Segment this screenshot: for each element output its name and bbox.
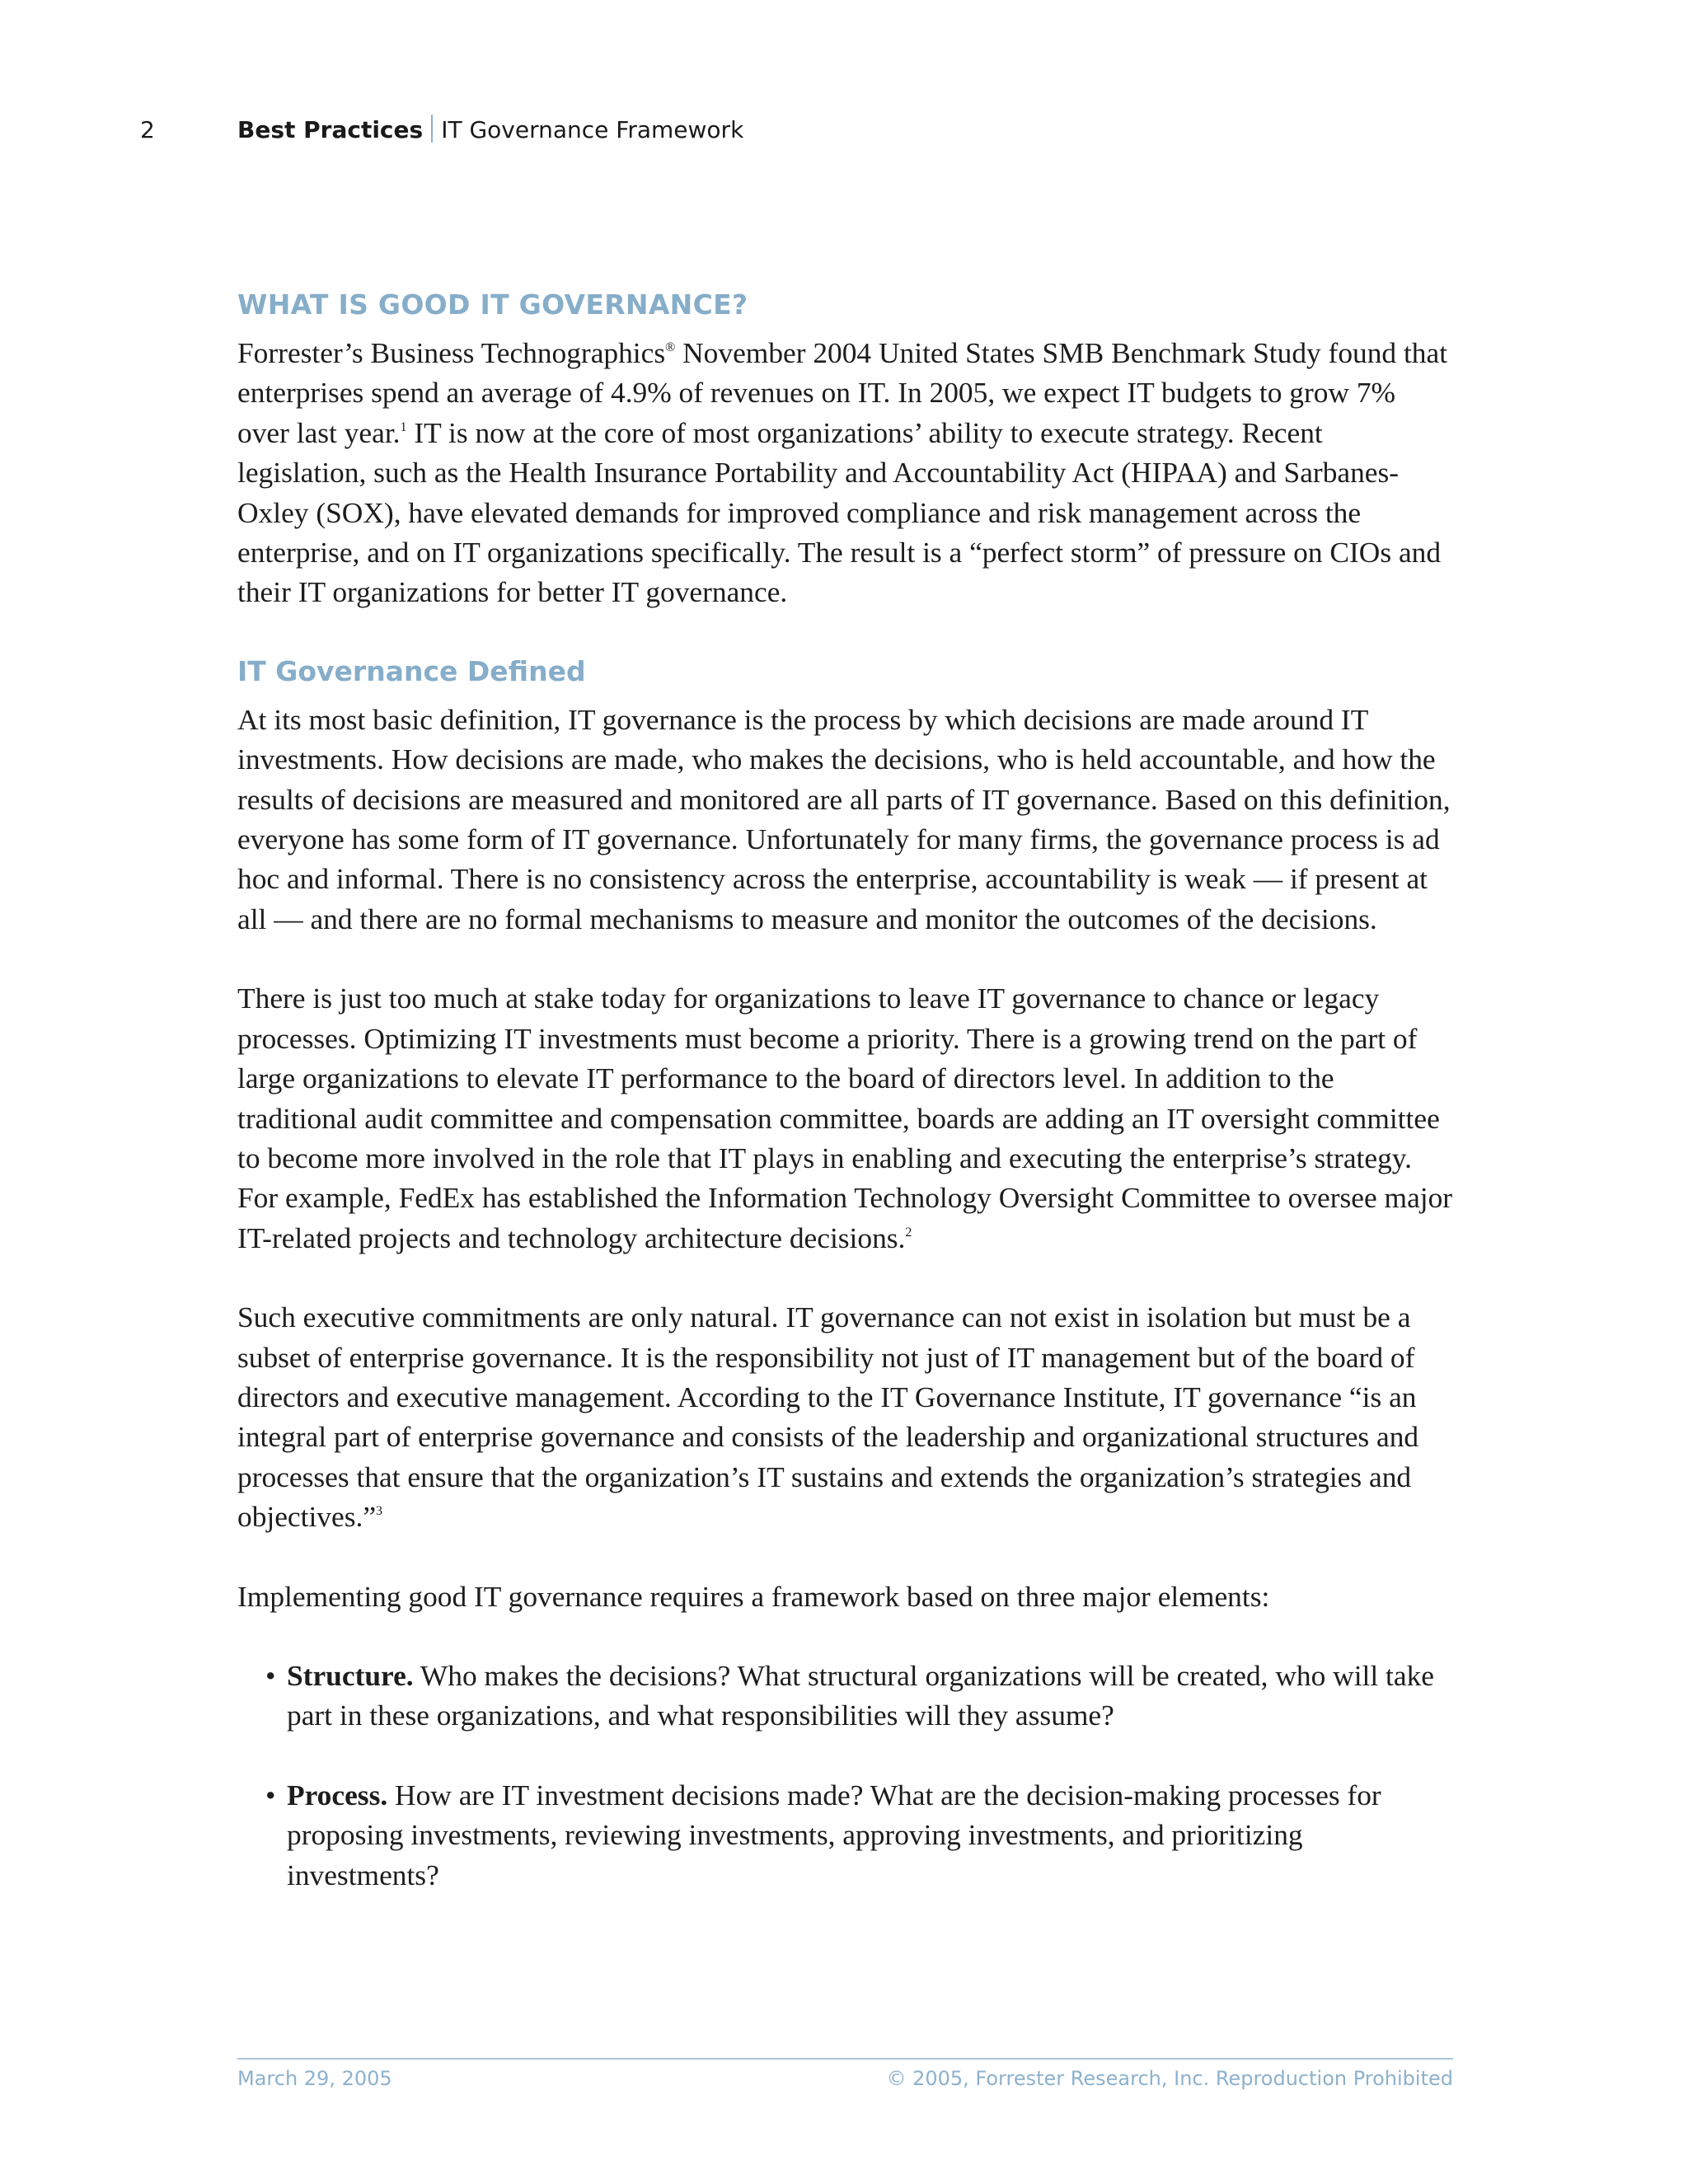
running-header bbox=[0, 114, 1688, 147]
oversight-paragraph bbox=[237, 978, 1453, 1258]
footnote-ref-3[interactable]: 3 bbox=[376, 1504, 383, 1519]
intro-text-part1: Forrester’s Business Technographics bbox=[237, 336, 666, 369]
subsection-heading: IT Governance Defined bbox=[237, 654, 586, 687]
footnote-ref-1[interactable]: 1 bbox=[400, 419, 407, 434]
intro-paragraph bbox=[237, 333, 1453, 612]
list-item-process bbox=[237, 1775, 1453, 1895]
framework-intro-paragraph: Implementing good IT governance requires a framework based on three major elements: bbox=[237, 1579, 1270, 1613]
list-item-text: Who makes the decisions? What structural organizations will be created, who will take part in these organizations, and what responsibilities will they assume? bbox=[287, 1658, 1434, 1732]
intro-text-part3: IT is now at the core of most organizations’ ability to execute strategy. Recent legislation, such as the Health Insurance Portability and Accountability Act (HIPAA) and Sarbanes-Oxley (SOX), have elevated demands for improved compliance and risk management across the enterprise, and on IT organizations specifically. The result is a “perfect storm” of pressure on CIOs and their IT organizations for better IT governance. bbox=[237, 415, 1442, 609]
page-number: 2 bbox=[140, 116, 155, 143]
footer-date: March 29, 2005 bbox=[237, 2067, 392, 2090]
list-item-text: How are IT investment decisions made? What are the decision-making processes for proposing investments, reviewing investments, approving investments, and prioritizing investments? bbox=[287, 1778, 1381, 1891]
footnote-ref-2[interactable]: 2 bbox=[905, 1225, 912, 1240]
executive-commitment-paragraph bbox=[237, 1297, 1453, 1536]
section-heading: WHAT IS GOOD IT GOVERNANCE? bbox=[237, 288, 748, 321]
header-title bbox=[237, 114, 743, 147]
footer-copyright: © 2005, Forrester Research, Inc. Reproduction Prohibited bbox=[886, 2067, 1453, 2090]
bullet-icon: • bbox=[265, 1658, 276, 1692]
definition-paragraph: At its most basic definition, IT governance is the process by which decisions are made around IT investments. How decisions are made, who makes the decisions, who is held accountable, and how the results of decisions are measured and monitored are all parts of IT governance. Based on this definition, everyone has some form of IT governance. Unfortunately for many firms, the governance process is ad hoc and informal. There is no consistency across the enterprise, accountability is weak — if present at all — and there are no formal mechanisms to measure and monitor the outcomes of the decisions. bbox=[237, 702, 1451, 935]
list-item-term: Structure. bbox=[287, 1658, 414, 1692]
header-separator bbox=[431, 115, 433, 143]
list-item-term: Process. bbox=[287, 1778, 388, 1811]
footer-divider bbox=[237, 2058, 1453, 2060]
page-footer bbox=[237, 2064, 1453, 2093]
intro-text-part2: November 2004 United States SMB Benchmark Study found that enterprises spend an average of 4.9% of revenues on IT. In 2005, we expect IT budgets to grow 7% over last year. bbox=[237, 336, 1448, 449]
oversight-text: There is just too much at stake today for organizations to leave IT governance to chance or legacy processes. Optimizing IT investments must become a priority. There is a growing trend on the part of large organizations to elevate IT performance to the board of directors level. In addition to the traditional audit committee and compensation committee, boards are adding an IT oversight committee to become more involved in the role that IT plays in enabling and executing the enterprise’s strategy. For example, FedEx has established the Information Technology Oversight Committee to oversee major IT-related projects and technology architecture decisions. bbox=[237, 982, 1453, 1254]
executive-commitment-text: Such executive commitments are only natural. IT governance can not exist in isolation but must be a subset of enterprise governance. It is the responsibility not just of IT management but of the board of directors and executive management. According to the IT Governance Institute, IT governance “is an integral part of enterprise governance and consists of the leadership and organizational structures and processes that ensure that the organization’s IT sustains and extends the organization’s strategies and objectives.” bbox=[237, 1301, 1419, 1534]
header-document-title: IT Governance Framework bbox=[441, 116, 744, 143]
framework-elements-list bbox=[237, 1656, 1453, 1895]
registered-mark: ® bbox=[665, 340, 676, 354]
list-item-structure bbox=[237, 1656, 1453, 1736]
bullet-icon: • bbox=[265, 1778, 276, 1811]
header-series: Best Practices bbox=[237, 116, 424, 143]
main-content bbox=[237, 285, 1453, 1895]
